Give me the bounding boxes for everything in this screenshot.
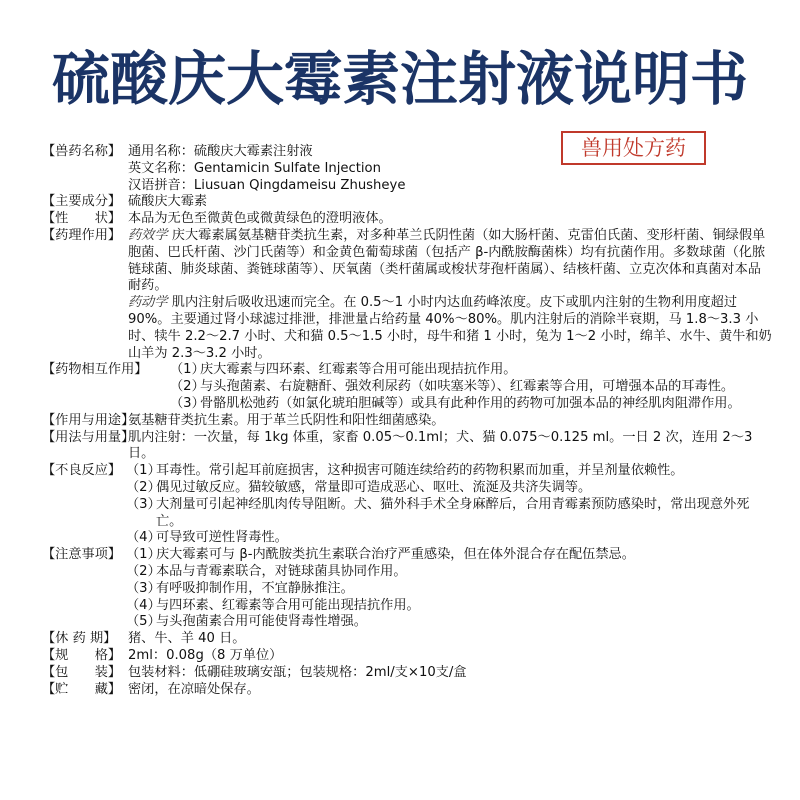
item-number: （3） (170, 395, 205, 411)
section-label: 【药理作用】 (42, 227, 122, 243)
item-text: 本品与青霉素联合，对链球菌具协同作用。 (156, 563, 407, 579)
section-ingredients (42, 194, 772, 211)
item-text: 庆大霉素可与 β-内酰胺类抗生素联合治疗严重感染，但在体外混合存在配伍禁忌。 (156, 547, 635, 563)
item-text: 耳毒性。常引起耳前庭损害，这种损害可随连续给药的药物积累而加重，并呈剂量依赖性。 (156, 463, 684, 479)
section-label: 【包 装】 (42, 664, 122, 680)
section-withdrawal (42, 631, 772, 648)
section-interactions (42, 362, 772, 412)
pinyin-name: 汉语拼音：Liusuan Qingdameisu Zhusheye (128, 177, 406, 193)
list-item (126, 614, 772, 631)
item-number: （3） (126, 580, 161, 596)
item-text: 可导致可逆性肾毒性。 (156, 530, 288, 546)
section-text: 包装材料：低硼硅玻璃安瓿；包装规格：2ml/支×10支/盒 (128, 664, 467, 680)
item-number: （2） (126, 563, 161, 579)
list-item (126, 463, 772, 480)
generic-name: 通用名称：硫酸庆大霉素注射液 (128, 144, 313, 159)
item-text: 与头孢菌素合用可能使肾毒性增强。 (156, 614, 367, 630)
section-precautions (42, 547, 772, 631)
leaflet-body (42, 144, 772, 698)
item-text: 骨骼肌松弛药（如氯化琥珀胆碱等）或具有此种作用的药物可加强本品的神经肌肉阻滞作用。 (200, 395, 741, 411)
section-text: 猪、牛、羊 40 日。 (128, 631, 246, 647)
item-number: （1） (170, 362, 205, 378)
item-number: （4） (126, 530, 161, 546)
pharmacodynamics-tag: 药效学 (128, 227, 168, 243)
section-label: 【休 药 期】 (42, 631, 117, 647)
english-name: 英文名称：Gentamicin Sulfate Injection (128, 160, 381, 176)
list-item (126, 581, 772, 598)
list-item (126, 564, 772, 581)
section-adverse-reactions (42, 463, 772, 547)
item-number: （1） (126, 547, 161, 563)
section-drug-name (42, 144, 772, 194)
item-number: （3） (126, 496, 161, 512)
section-label: 【作用与用途】 (42, 412, 135, 428)
item-text: 与头孢菌素、右旋糖酐、强效利尿药（如呋塞米等）、红霉素等合用，可增强本品的耳毒性。 (200, 379, 735, 395)
pharmacokinetics-text: 肌内注射后吸收迅速而完全。在 0.5～1 小时内达血药峰浓度。皮下或肌内注射的生物利用度超过 90%。主要通过肾小球滤过排泄，排泄量占给药量 40%～80%。肌内注射后的消除半衰期，马 1.8～3.3 小时、犊牛 2.2～2.7 小时、犬和猫 0.5～1.5 小时，母牛和猪 1 小时，兔为 1～2 小时，绵羊、水牛、黄牛和奶山羊为 2.3～3.2 小时。 (128, 295, 772, 361)
pharmacodynamics (128, 228, 772, 295)
pharmacokinetics (128, 295, 772, 362)
section-text: 硫酸庆大霉素 (128, 194, 208, 210)
item-text: 偶见过敏反应。猫较敏感，常量即可造成恶心、呕吐、流涎及共济失调等。 (156, 479, 592, 495)
section-label: 【药物相互作用】 (42, 362, 148, 378)
item-text: 与四环素、红霉素等合用可能出现拮抗作用。 (156, 597, 420, 613)
section-label: 【主要成分】 (42, 194, 122, 210)
section-text: 2ml：0.08g（8 万单位） (128, 647, 283, 663)
section-label: 【用法与用量】 (42, 429, 135, 445)
section-specification (42, 648, 772, 665)
section-label: 【注意事项】 (42, 547, 122, 563)
section-label: 【不良反应】 (42, 463, 122, 479)
section-pharmacology (42, 228, 772, 362)
list-item (170, 362, 772, 379)
list-item (126, 497, 772, 531)
section-label: 【规 格】 (42, 647, 122, 663)
section-storage (42, 682, 772, 699)
item-number: （2） (126, 479, 161, 495)
section-appearance (42, 211, 772, 228)
pharmacokinetics-tag: 药动学 (128, 295, 168, 311)
item-number: （4） (126, 597, 161, 613)
item-text: 庆大霉素与四环素、红霉素等合用可能出现拮抗作用。 (200, 362, 517, 378)
section-packaging (42, 665, 772, 682)
document-title: 硫酸庆大霉素注射液说明书 (51, 45, 748, 113)
item-number: （1） (126, 463, 161, 479)
list-item (170, 396, 772, 413)
list-item (170, 379, 772, 396)
item-number: （2） (170, 379, 205, 395)
section-label: 【性 状】 (42, 211, 122, 227)
prescription-badge: 兽用处方药 (561, 131, 706, 165)
section-label: 【贮 藏】 (42, 681, 122, 697)
section-label: 【兽药名称】 (42, 144, 122, 159)
section-text: 本品为无色至微黄色或微黄绿色的澄明液体。 (128, 211, 392, 227)
section-text: 密闭，在凉暗处保存。 (128, 681, 260, 697)
pharmacodynamics-text: 庆大霉素属氨基糖苷类抗生素，对多种革兰氏阴性菌（如大肠杆菌、克雷伯氏菌、变形杆菌、铜绿假单胞菌、巴氏杆菌、沙门氏菌等）和金黄色葡萄球菌（包括产 β-内酰胺酶菌株）均有抗菌作用。多数球菌（化脓链球菌、肺炎球菌、粪链球菌等）、厌氧菌（类杆菌属或梭状芽孢杆菌属）、结核杆菌、立克次体和真菌对本品耐药。 (128, 227, 766, 294)
section-dosage (42, 430, 772, 464)
list-item (126, 598, 772, 615)
section-text: 肌内注射：一次量，每 1kg 体重，家畜 0.05～0.1ml；犬、猫 0.075～0.125 ml。一日 2 次，连用 2～3 日。 (128, 429, 753, 462)
section-text: 氨基糖苷类抗生素。用于革兰氏阴性和阳性细菌感染。 (128, 412, 445, 428)
list-item (126, 480, 772, 497)
list-item (126, 547, 772, 564)
section-indications (42, 413, 772, 430)
item-text: 大剂量可引起神经肌肉传导阻断。犬、猫外科手术全身麻醉后，合用青霉素预防感染时，常出现意外死亡。 (156, 496, 750, 529)
item-text: 有呼吸抑制作用，不宜静脉推注。 (156, 580, 354, 596)
list-item (126, 530, 772, 547)
item-number: （5） (126, 614, 161, 630)
